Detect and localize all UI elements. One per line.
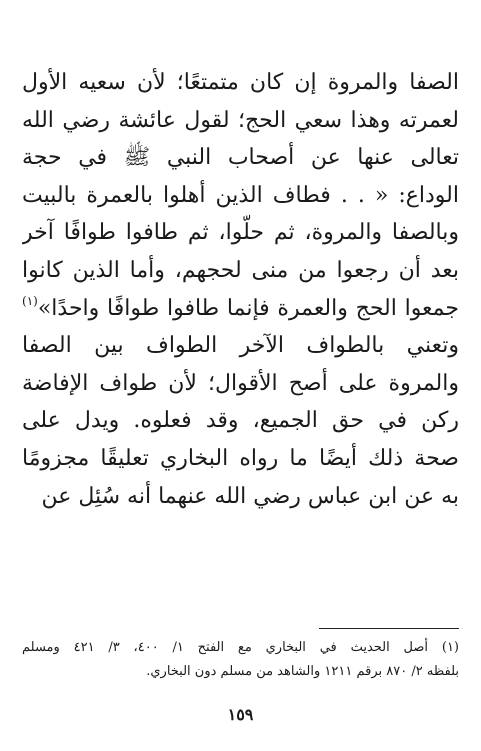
page-number: ١٥٩ [227,705,254,724]
text-line-2: لعمرته وهذا سعي الحج؛ لقول عائشة رضي الله [22,107,459,133]
text-line-11: صحة ذلك أيضًا ما رواه البخاري تعليقًا مجزومًا [22,445,459,471]
text-line-6: بعد أن رجعوا من منى لحجهم، وأما الذين كانوا [22,257,459,283]
text-line-1: الصفا والمروة إن كان متمتعًا؛ لأن سعيه الأول [22,70,459,95]
text-line-3: تعالى عنها عن أصحاب النبي ﷺ في حجة [22,145,459,171]
footnote-line-1: (١) أصل الحديث في البخاري مع الفتح ١/ ٤٠٠، ٣/ ٤٢١ ومسلم [22,640,459,655]
footnote-line-2: بلفظه ٢/ ٨٧٠ برقم ١٢١١ والشاهد من مسلم دون البخاري. [146,664,459,679]
main-text-block [22,64,459,515]
footnotes-block [22,636,459,684]
text-line-8: وتعني بالطواف الآخر الطواف بين الصفا [22,333,459,359]
text-line-7-content: جمعوا الحج والعمرة فإنما طافوا طوافًا واحدًا» [37,295,459,321]
footnote-reference: (١) [22,293,38,308]
footnote-separator [319,628,459,629]
text-line-12: به عن ابن عباس رضي الله عنهما أنه سُئِل عن [41,483,459,509]
text-line-4: الوداع: « . . فطاف الذين أهلوا بالعمرة بالبيت [22,182,459,208]
text-line-5: وبالصفا والمروة، ثم حلّوا، ثم طافوا طوافًا آخر [22,220,459,246]
text-line-7 [22,290,459,328]
text-line-9: والمروة على أصح الأقوال؛ لأن طواف الإفاضة [22,370,459,396]
text-line-10: ركن في حق الجميع، وقد فعلوه. ويدل على [22,408,459,434]
